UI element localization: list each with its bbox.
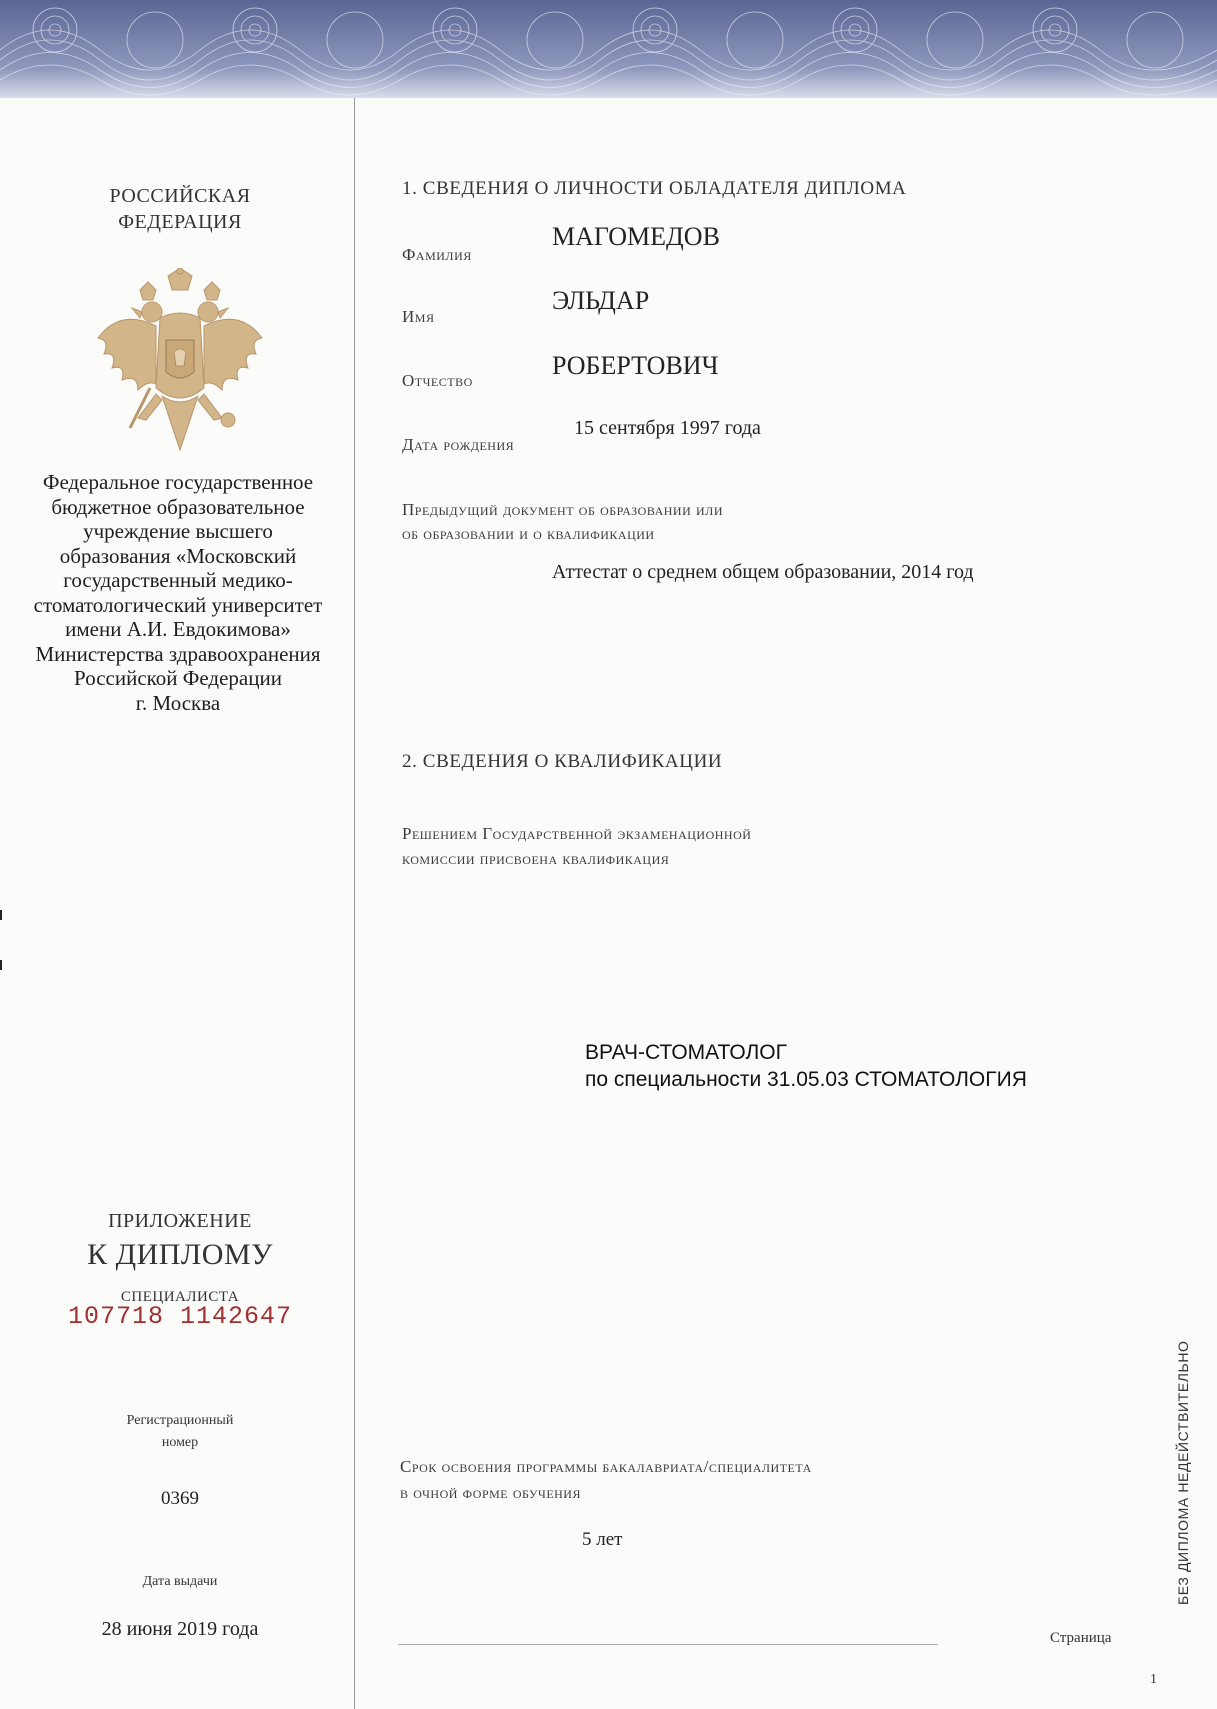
institution-line: Министерства здравоохранения <box>35 641 321 666</box>
institution-line: Федеральное государственное <box>42 470 314 494</box>
institution-line: имени А.И. Евдокимова» <box>65 617 291 641</box>
institution-line: г. Москва <box>135 690 221 715</box>
dob-value: 15 сентября 1997 года <box>574 417 761 439</box>
issue-date-label: Дата выдачи <box>142 1574 218 1589</box>
patronymic-label: Отчество <box>402 371 473 390</box>
institution-line: образования «Московский <box>59 543 297 568</box>
issue-date: 28 июня 2019 года <box>101 1618 259 1640</box>
registration-label-line-2: номер <box>161 1435 199 1450</box>
serial-number: 107718 1142647 <box>67 1302 293 1331</box>
previous-document-label <box>402 498 723 546</box>
previous-document-value: Аттестат о среднем общем образовании, 2014 год <box>552 561 974 583</box>
supplement-title-3: СПЕЦИАЛИСТА <box>120 1289 240 1305</box>
validity-note <box>1168 1305 1198 1605</box>
edge-mark <box>0 910 2 920</box>
page-number: 1 <box>1150 1672 1157 1687</box>
institution-line: учреждение высшего <box>83 519 273 543</box>
footer-rule <box>398 1644 938 1645</box>
name-value: ЭЛЬДАР <box>552 286 650 315</box>
validity-note-text: БЕЗ ДИПЛОМА НЕДЕЙСТВИТЕЛЬНО <box>1175 1340 1191 1605</box>
previous-document-label-line-2: об образовании и о квалификации <box>402 524 655 543</box>
edge-mark <box>0 960 2 970</box>
country-line-2: ФЕДЕРАЦИЯ <box>118 211 242 233</box>
institution-line: государственный медико- <box>63 568 293 592</box>
surname-label: Фамилия <box>402 245 472 264</box>
previous-document-label-line-1: Предыдущий документ об образовании или <box>402 500 723 519</box>
emblem-icon <box>90 268 270 458</box>
supplement-title-1: ПРИЛОЖЕНИЕ <box>108 1210 252 1232</box>
commission-decision-line-1: Решением Государственной экзаменационной <box>402 824 752 843</box>
country-name <box>60 183 300 235</box>
commission-decision-line-2: комиссии присвоена квалификация <box>402 849 670 868</box>
study-term-label-line-1: Срок освоения программы бакалавриата/специалитета <box>400 1457 812 1476</box>
registration-number: 0369 <box>161 1488 199 1509</box>
institution-name <box>10 470 346 715</box>
registration-label-line-1: Регистрационный <box>126 1413 234 1428</box>
patronymic-value: РОБЕРТОВИЧ <box>552 351 719 380</box>
specialty-value: по специальности 31.05.03 СТОМАТОЛОГИЯ <box>585 1068 1027 1091</box>
dob-label: Дата рождения <box>402 435 515 454</box>
page-label: Страница <box>1050 1630 1112 1646</box>
qualification-block <box>585 1039 1027 1093</box>
section-2-heading: 2. СВЕДЕНИЯ О КВАЛИФИКАЦИИ <box>402 751 723 772</box>
commission-decision <box>402 821 751 871</box>
institution-line: бюджетное образовательное <box>51 494 305 519</box>
country-line-1: РОССИЙСКАЯ <box>109 185 251 207</box>
surname-value: МАГОМЕДОВ <box>552 222 720 251</box>
qualification-value: ВРАЧ-СТОМАТОЛОГ <box>585 1041 787 1064</box>
study-term-value: 5 лет <box>582 1529 623 1550</box>
section-1-heading: 1. СВЕДЕНИЯ О ЛИЧНОСТИ ОБЛАДАТЕЛЯ ДИПЛОМА <box>402 178 907 199</box>
security-pattern-band <box>0 0 1217 98</box>
column-divider <box>354 98 355 1709</box>
institution-line: Российской Федерации <box>74 666 282 690</box>
registration-label <box>80 1410 280 1454</box>
name-label: Имя <box>402 307 435 326</box>
study-term-label-line-2: в очной форме обучения <box>400 1483 581 1502</box>
supplement-title-2: К ДИПЛОМУ <box>87 1238 273 1271</box>
institution-line: стоматологический университет <box>33 592 323 617</box>
guilloche-pattern <box>0 0 1217 98</box>
study-term-label <box>400 1454 812 1506</box>
